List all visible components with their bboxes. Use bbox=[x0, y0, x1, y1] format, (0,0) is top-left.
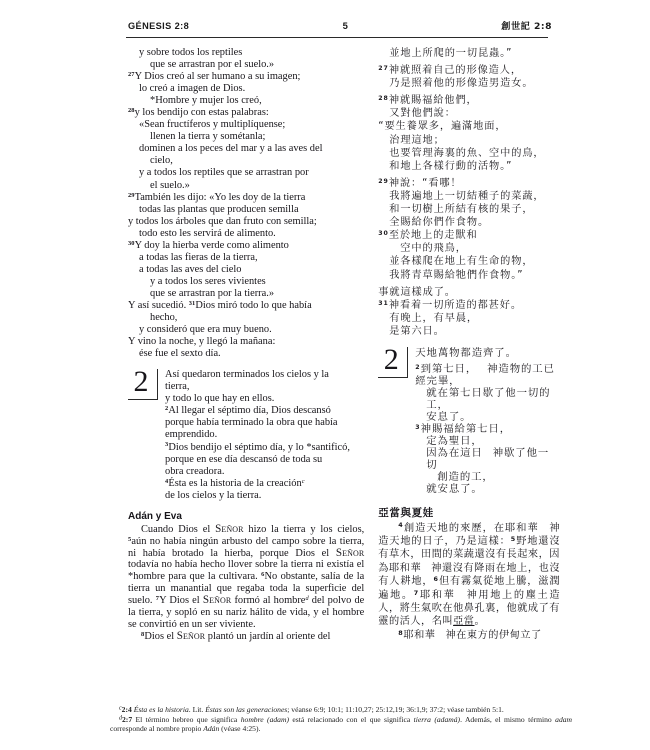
verse-line: y sobre todos los reptiles bbox=[139, 47, 243, 58]
footnote-marker[interactable]: d bbox=[305, 595, 309, 603]
verse-line: 又對他們說： bbox=[389, 108, 456, 120]
verse-line: $^{27}$神就照着自己的形像造人， bbox=[378, 65, 522, 77]
verse-number: 3 bbox=[165, 441, 169, 449]
verse-line: y a todos los reptiles que se arrastran por bbox=[139, 167, 309, 179]
spanish-column bbox=[128, 47, 378, 643]
verse-number: 5 bbox=[510, 534, 516, 543]
chinese-chapter-number: 2 bbox=[378, 347, 408, 378]
verse-line: 也要管理海裏的魚、空中的鳥， bbox=[389, 147, 545, 159]
verse-number: 6 bbox=[433, 575, 439, 584]
verse-number: 6 bbox=[261, 571, 265, 579]
verse-line: a todas las fieras de la tierra, bbox=[139, 251, 258, 263]
verse-line: Y vino la noche, y llegó la mañana: bbox=[128, 336, 276, 348]
verse-line: $^{28}$y los bendijo con estas palabras: bbox=[128, 107, 269, 119]
verse-line: 全賜給你們作食物。 bbox=[389, 217, 490, 229]
spanish-chapter-number: 2 bbox=[128, 369, 158, 400]
verse-number: 2 bbox=[415, 364, 421, 372]
verse-line: 我將青草賜給牠們作食物。” bbox=[389, 269, 524, 281]
verse-line: 並各樣爬在地上有生命的物， bbox=[389, 256, 534, 268]
verse-line: 創造的工， bbox=[437, 471, 494, 484]
verse-number: 30 bbox=[378, 230, 389, 238]
spanish-chapter1-poetry bbox=[128, 47, 364, 360]
verse-line: lo creó a imagen de Dios. bbox=[139, 83, 246, 95]
verse-line: $^{29}$También les dijo: «Yo les doy de la tierra bbox=[128, 191, 306, 203]
verse-line: Y así sucedió. $^{31}$Dios miró todo lo que había bbox=[128, 299, 312, 311]
footnote: $^d$2:7 El término hebreo que significa hombre (adam) está relacionado con el que significa tierra (adamá). Además, el mismo término adam corresponde al nombre propio Adán (véase 4:25). bbox=[110, 714, 573, 734]
verse-line: 乃是照着他的形像造男造女。 bbox=[389, 78, 534, 90]
verse-line: dominen a los peces del mar y a las aves del bbox=[139, 143, 323, 155]
divine-name: Señor bbox=[176, 629, 206, 642]
header-rule bbox=[126, 37, 548, 38]
verse-line: todo esto les servirá de alimento. bbox=[139, 227, 276, 239]
verse-line: 和地上各樣行動的活物。” bbox=[389, 160, 513, 172]
verse-line: que se arrastran por la tierra.» bbox=[150, 287, 275, 299]
divine-name: Señor bbox=[335, 546, 365, 559]
verse-line: $^{30}$至於地上的走獸和 bbox=[378, 230, 478, 242]
verse-line: Así quedaron terminados los cielos y la bbox=[165, 369, 329, 381]
verse-line: 定為聖日， bbox=[426, 435, 483, 448]
footnote-marker[interactable]: c bbox=[301, 477, 305, 485]
footnote-reference: 2:4 bbox=[121, 705, 132, 715]
verse-line: y todos los árboles que dan fruto con semilla; bbox=[128, 215, 317, 227]
footnote-marker: d bbox=[119, 715, 122, 722]
spanish-chapter2-poetry bbox=[158, 369, 350, 502]
verse-line: y a todos los seres vivientes bbox=[150, 275, 266, 287]
footnotes bbox=[110, 705, 572, 734]
verse-number: 3 bbox=[415, 424, 421, 432]
running-head-left: GÉNESIS 2:8 bbox=[128, 21, 190, 31]
verse-line: $^{28}$神就賜福給他們， bbox=[378, 95, 478, 107]
verse-line: porque había terminado la obra que había bbox=[165, 417, 338, 429]
verse-line: el suelo.» bbox=[150, 179, 190, 191]
verse-line: hecho, bbox=[150, 312, 178, 324]
verse-number: 31 bbox=[378, 299, 389, 307]
verse-line: todas las plantas que producen semilla bbox=[139, 203, 299, 215]
verse-number: 4 bbox=[398, 521, 404, 530]
verse-line: $^{29}$神說：“看哪！ bbox=[378, 177, 462, 189]
verse-line: $^{31}$神看着一切所造的都甚好。 bbox=[378, 299, 522, 311]
verse-number: 7 bbox=[413, 588, 419, 597]
running-head bbox=[110, 18, 560, 32]
verse-number: 27 bbox=[378, 65, 389, 73]
divine-name: Señor bbox=[202, 594, 232, 607]
verse-line: $^2$Al llegar el séptimo día, Dios descansó bbox=[165, 405, 331, 417]
chinese-chapter2-opening bbox=[378, 342, 560, 496]
spanish-prose-paragraph: Cuando Dios el Señor hizo la tierra y los cielos, $^5$aún no había ningún arbusto del campo sobre la tierra, ni había brotado la hierba, porque Dios el Señor todavía no había hecho llover sobre la tierra ni existía el *hombre para que la cultivara. $^6$No obstante, salía de la tierra un manantial que regaba toda la superficie del suelo. $^7$Y Dios el Señor formó al hombre$^d$ del polvo de la tierra, y sopló en su nariz hálito de vida, y el hombre se convirtió en un ser viviente. bbox=[128, 522, 365, 630]
verse-line: $^3$Dios bendijo el séptimo día, y lo *santificó, bbox=[165, 441, 350, 453]
verse-number: 30 bbox=[128, 239, 135, 247]
verse-line: 事就這樣成了。 bbox=[378, 286, 456, 298]
verse-line: 是第六日。 bbox=[389, 325, 445, 337]
page-number: 5 bbox=[342, 20, 348, 31]
verse-line: a todas las aves del cielo bbox=[139, 263, 242, 275]
verse-number: 8 bbox=[398, 628, 404, 637]
two-column-body bbox=[110, 47, 560, 643]
chinese-prose-paragraph-2: $^8$耶和華 神在東方的伊甸立了 bbox=[398, 628, 542, 641]
verse-number: 29 bbox=[378, 177, 389, 185]
verse-line: 有晚上，有早晨， bbox=[389, 312, 478, 324]
footnote: $^c$2:4 Ésta es la historia. Lit. Éstas son las generaciones; véanse 6:9; 10:1; 11:10,27; 25:12,19; 36:1,9; 37:2; véase también 5:1. bbox=[119, 705, 504, 715]
footnote-marker: c bbox=[119, 705, 122, 712]
verse-line: porque en ese día descansó de toda su bbox=[165, 453, 323, 465]
verse-number: 31 bbox=[188, 299, 196, 307]
verse-line: cielo, bbox=[150, 155, 173, 167]
proper-name: 亞當 bbox=[453, 616, 475, 628]
chinese-prose bbox=[378, 522, 560, 643]
verse-number: 27 bbox=[128, 71, 135, 79]
verse-number: 8 bbox=[141, 630, 145, 638]
chinese-section-heading: 亞當與夏娃 bbox=[378, 506, 434, 519]
verse-number: 28 bbox=[128, 107, 135, 115]
verse-number: 28 bbox=[378, 95, 389, 103]
verse-line: 空中的飛鳥， bbox=[400, 243, 467, 255]
verse-line: tierra, bbox=[165, 381, 190, 393]
chinese-chapter2-poetry bbox=[408, 347, 560, 496]
verse-line: «Sean fructíferos y multiplíquense; bbox=[139, 119, 286, 131]
spanish-section-heading: Adán y Eva bbox=[128, 510, 182, 522]
chinese-prose-paragraph: $^4$創造天地的來歷，在耶和華 神造天地的日子，乃是這樣：$^5$野地還沒有草木，田間的菜蔬還沒有長起來，因為耶和華 神還沒有降雨在地上，也沒有人耕地，$^6$但有霧氣從地上騰，滋潤遍地。$^7$耶和華 神用地上的塵土造人，將生氣吹在他鼻孔裏，他就成了有靈的活人，名叫亞當。 bbox=[378, 521, 561, 628]
verse-line: $^2$到第七日， 神造物的工已經完畢， bbox=[415, 363, 555, 388]
verse-line: 和一切樹上所結有核的果子， bbox=[389, 204, 534, 216]
verse-line: $^{27}$Y Dios creó al ser humano a su imagen; bbox=[128, 71, 301, 83]
divine-name: Señor bbox=[215, 522, 244, 535]
verse-number: 7 bbox=[155, 595, 159, 603]
verse-number: 2 bbox=[165, 405, 169, 413]
verse-line: “要生養眾多，遍滿地面， bbox=[378, 121, 507, 133]
spanish-prose-paragraph-2: $^8$Dios el Señor plantó un jardín al oriente del bbox=[141, 629, 331, 642]
verse-line: y consideró que era muy bueno. bbox=[139, 324, 272, 336]
verse-number: 4 bbox=[165, 477, 169, 485]
verse-line: *Hombre y mujer los creó, bbox=[150, 95, 262, 107]
verse-line: 就在第七日歇了他一切的工， bbox=[426, 387, 551, 412]
spanish-chapter2-opening bbox=[128, 365, 364, 502]
spanish-prose bbox=[128, 524, 364, 643]
verse-line: 因為在這日 神歇了他一切 bbox=[426, 447, 550, 472]
chinese-column bbox=[378, 47, 560, 643]
verse-line: 安息了。 bbox=[426, 411, 472, 424]
verse-line: que se arrastran por el suelo.» bbox=[150, 59, 275, 71]
verse-line: 我將遍地上一切結種子的菜蔬， bbox=[389, 190, 545, 202]
running-head-right: 創世記 2:8 bbox=[501, 21, 552, 32]
verse-line: $^{30}$Y doy la hierba verde como alimento bbox=[128, 239, 289, 251]
verse-line: emprendido. bbox=[165, 429, 218, 441]
verse-line: 治理這地； bbox=[389, 134, 445, 146]
verse-line: y todo lo que hay en ellos. bbox=[165, 393, 275, 405]
chinese-chapter1-poetry bbox=[378, 47, 560, 338]
verse-number: 29 bbox=[128, 191, 135, 199]
verse-line: 就安息了。 bbox=[426, 483, 483, 496]
verse-line: 天地萬物都造齊了。 bbox=[415, 346, 517, 359]
verse-line: llenen la tierra y sométanla; bbox=[150, 131, 266, 143]
verse-line: $^3$神賜福給第七日， bbox=[415, 423, 511, 436]
verse-number: 5 bbox=[128, 535, 132, 543]
verse-line: de los cielos y la tierra. bbox=[165, 489, 262, 501]
verse-line: ése fue el sexto día. bbox=[139, 348, 221, 360]
footnote-reference: 2:7 bbox=[122, 714, 133, 724]
verse-line: 並地上所爬的一切昆蟲。” bbox=[389, 48, 513, 59]
verse-line: $^4$Ésta es la historia de la creación$^c$ bbox=[165, 477, 305, 489]
verse-line: obra creadora. bbox=[165, 465, 225, 477]
